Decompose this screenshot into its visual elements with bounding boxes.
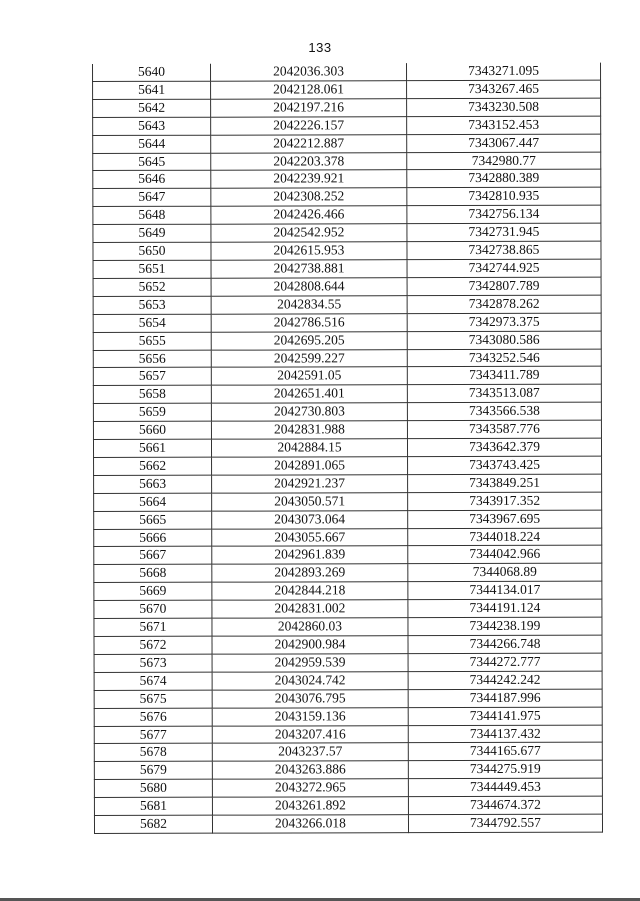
y-coordinate-cell: 7344792.557 [408, 814, 602, 832]
x-coordinate-cell: 2043261.892 [212, 797, 408, 815]
y-coordinate-cell: 7343411.789 [407, 367, 601, 385]
y-coordinate-cell: 7344191.124 [408, 599, 602, 617]
table-row [94, 671, 602, 690]
point-number-cell: 5679 [94, 762, 212, 780]
x-coordinate-cell: 2042961.839 [212, 546, 408, 564]
point-number-cell: 5666 [94, 529, 212, 547]
table-row [94, 814, 602, 833]
table-row [93, 134, 601, 153]
table-row [93, 205, 601, 224]
x-coordinate-cell: 2043272.965 [212, 779, 408, 797]
table-row [93, 384, 601, 403]
y-coordinate-cell: 7344449.453 [408, 778, 602, 796]
y-coordinate-cell: 7344165.677 [408, 743, 602, 761]
y-coordinate-cell: 7343152.453 [407, 116, 601, 134]
point-number-cell: 5661 [93, 439, 211, 457]
x-coordinate-cell: 2042808.644 [211, 278, 407, 296]
y-coordinate-cell: 7342980.77 [407, 152, 601, 170]
table-row [94, 599, 602, 618]
y-coordinate-cell: 7343566.538 [407, 402, 601, 420]
coordinates-table [92, 63, 603, 834]
y-coordinate-cell: 7343513.087 [407, 384, 601, 402]
point-number-cell: 5669 [94, 582, 212, 600]
x-coordinate-cell: 2042203.378 [211, 152, 407, 170]
x-coordinate-cell: 2042615.953 [211, 242, 407, 260]
y-coordinate-cell: 7342880.389 [407, 170, 601, 188]
table-row [93, 349, 601, 368]
x-coordinate-cell: 2042212.887 [211, 134, 407, 152]
y-coordinate-cell: 7343267.465 [407, 80, 601, 98]
y-coordinate-cell: 7344018.224 [408, 528, 602, 546]
x-coordinate-cell: 2043237.57 [212, 743, 408, 761]
x-coordinate-cell: 2042921.237 [212, 475, 408, 493]
table-row [93, 367, 601, 386]
x-coordinate-cell: 2042831.002 [212, 600, 408, 618]
y-coordinate-cell: 7343917.352 [408, 492, 602, 510]
y-coordinate-cell: 7342738.865 [407, 241, 601, 259]
y-coordinate-cell: 7342878.262 [407, 295, 601, 313]
point-number-cell: 5655 [93, 332, 211, 350]
point-number-cell: 5657 [93, 368, 211, 386]
table-row [93, 223, 601, 242]
x-coordinate-cell: 2042730.803 [211, 403, 407, 421]
x-coordinate-cell: 2042651.401 [211, 385, 407, 403]
y-coordinate-cell: 7343642.379 [407, 438, 601, 456]
y-coordinate-cell: 7342973.375 [407, 313, 601, 331]
x-coordinate-cell: 2042891.065 [212, 457, 408, 475]
point-number-cell: 5649 [93, 224, 211, 242]
y-coordinate-cell: 7342744.925 [407, 259, 601, 277]
y-coordinate-cell: 7344242.242 [408, 671, 602, 689]
point-number-cell: 5647 [93, 189, 211, 207]
x-coordinate-cell: 2042426.466 [211, 206, 407, 224]
y-coordinate-cell: 7343587.776 [407, 420, 601, 438]
table-row [93, 116, 601, 135]
x-coordinate-cell: 2042893.269 [212, 564, 408, 582]
table-row [94, 581, 602, 600]
point-number-cell: 5675 [94, 690, 212, 708]
x-coordinate-cell: 2043207.416 [212, 725, 408, 743]
y-coordinate-cell: 7343849.251 [408, 474, 602, 492]
x-coordinate-cell: 2042036.303 [210, 63, 406, 81]
point-number-cell: 5674 [94, 672, 212, 690]
point-number-cell: 5682 [94, 815, 212, 833]
x-coordinate-cell: 2043159.136 [212, 707, 408, 725]
table-row [93, 331, 601, 350]
point-number-cell: 5643 [93, 117, 211, 135]
point-number-cell: 5644 [93, 135, 211, 153]
y-coordinate-cell: 7344137.432 [408, 725, 602, 743]
y-coordinate-cell: 7342810.935 [407, 188, 601, 206]
y-coordinate-cell: 7343271.095 [406, 63, 600, 81]
y-coordinate-cell: 7344238.199 [408, 617, 602, 635]
point-number-cell: 5642 [93, 99, 211, 117]
table-row [94, 653, 602, 672]
x-coordinate-cell: 2042884.15 [211, 439, 407, 457]
table-row [94, 492, 602, 511]
point-number-cell: 5677 [94, 726, 212, 744]
x-coordinate-cell: 2042226.157 [211, 116, 407, 134]
x-coordinate-cell: 2043263.886 [212, 761, 408, 779]
point-number-cell: 5660 [93, 421, 211, 439]
point-number-cell: 5667 [94, 547, 212, 565]
point-number-cell: 5658 [93, 386, 211, 404]
table-row [93, 63, 601, 82]
y-coordinate-cell: 7344141.975 [408, 707, 602, 725]
x-coordinate-cell: 2043266.018 [212, 815, 408, 833]
point-number-cell: 5681 [94, 797, 212, 815]
point-number-cell: 5648 [93, 206, 211, 224]
table-row [93, 80, 601, 99]
point-number-cell: 5668 [94, 565, 212, 583]
table-row [93, 241, 601, 260]
x-coordinate-cell: 2042128.061 [211, 81, 407, 99]
y-coordinate-cell: 7343067.447 [407, 134, 601, 152]
y-coordinate-cell: 7344272.777 [408, 653, 602, 671]
x-coordinate-cell: 2042738.881 [211, 260, 407, 278]
y-coordinate-cell: 7344266.748 [408, 635, 602, 653]
point-number-cell: 5646 [93, 171, 211, 189]
x-coordinate-cell: 2042308.252 [211, 188, 407, 206]
y-coordinate-cell: 7343743.425 [408, 456, 602, 474]
table-row [93, 295, 601, 314]
table-row [93, 259, 601, 278]
table-row [94, 761, 602, 780]
y-coordinate-cell: 7343080.586 [407, 331, 601, 349]
x-coordinate-cell: 2042959.539 [212, 654, 408, 672]
table-row [94, 510, 602, 529]
table-row [94, 743, 602, 762]
point-number-cell: 5651 [93, 260, 211, 278]
point-number-cell: 5654 [93, 314, 211, 332]
point-number-cell: 5650 [93, 242, 211, 260]
point-number-cell: 5662 [94, 457, 212, 475]
table-row [94, 778, 602, 797]
y-coordinate-cell: 7344042.966 [408, 546, 602, 564]
y-coordinate-cell: 7344674.372 [408, 796, 602, 814]
point-number-cell: 5640 [93, 64, 211, 82]
y-coordinate-cell: 7344134.017 [408, 581, 602, 599]
point-number-cell: 5645 [93, 153, 211, 171]
point-number-cell: 5641 [93, 81, 211, 99]
y-coordinate-cell: 7344187.996 [408, 689, 602, 707]
x-coordinate-cell: 2043055.667 [212, 528, 408, 546]
point-number-cell: 5680 [94, 779, 212, 797]
x-coordinate-cell: 2042786.516 [211, 313, 407, 331]
x-coordinate-cell: 2042542.952 [211, 224, 407, 242]
table-row [94, 546, 602, 565]
x-coordinate-cell: 2043076.795 [212, 689, 408, 707]
x-coordinate-cell: 2042900.984 [212, 636, 408, 654]
point-number-cell: 5659 [93, 403, 211, 421]
point-number-cell: 5673 [94, 654, 212, 672]
x-coordinate-cell: 2042239.921 [211, 170, 407, 188]
x-coordinate-cell: 2042860.03 [212, 618, 408, 636]
x-coordinate-cell: 2043050.571 [212, 492, 408, 510]
table-row [93, 277, 601, 296]
y-coordinate-cell: 7343230.508 [407, 98, 601, 116]
y-coordinate-cell: 7344068.89 [408, 564, 602, 582]
y-coordinate-cell: 7343967.695 [408, 510, 602, 528]
table-row [94, 617, 602, 636]
x-coordinate-cell: 2042591.05 [211, 367, 407, 385]
table-row [94, 528, 602, 547]
point-number-cell: 5665 [94, 511, 212, 529]
point-number-cell: 5663 [94, 475, 212, 493]
table-row [94, 725, 602, 744]
table-row [94, 689, 602, 708]
table-row [94, 564, 602, 583]
point-number-cell: 5672 [94, 636, 212, 654]
x-coordinate-cell: 2042197.216 [211, 98, 407, 116]
x-coordinate-cell: 2042844.218 [212, 582, 408, 600]
table-row [93, 438, 601, 457]
table-row [94, 796, 602, 815]
x-coordinate-cell: 2043024.742 [212, 671, 408, 689]
x-coordinate-cell: 2043073.064 [212, 510, 408, 528]
point-number-cell: 5676 [94, 708, 212, 726]
table-row [93, 188, 601, 207]
x-coordinate-cell: 2042695.205 [211, 331, 407, 349]
point-number-cell: 5664 [94, 493, 212, 511]
table-row [93, 98, 601, 117]
x-coordinate-cell: 2042831.988 [211, 421, 407, 439]
coordinates-table-body [93, 63, 603, 834]
table-row [93, 420, 601, 439]
table-row [94, 635, 602, 654]
x-coordinate-cell: 2042834.55 [211, 295, 407, 313]
table-row [93, 152, 601, 171]
x-coordinate-cell: 2042599.227 [211, 349, 407, 367]
point-number-cell: 5671 [94, 618, 212, 636]
table-row [93, 313, 601, 332]
y-coordinate-cell: 7343252.546 [407, 349, 601, 367]
point-number-cell: 5653 [93, 296, 211, 314]
point-number-cell: 5678 [94, 744, 212, 762]
y-coordinate-cell: 7342756.134 [407, 205, 601, 223]
table-row [93, 402, 601, 421]
table-row [93, 170, 601, 189]
y-coordinate-cell: 7342731.945 [407, 223, 601, 241]
point-number-cell: 5652 [93, 278, 211, 296]
table-row [94, 456, 602, 475]
page-number: 133 [308, 40, 332, 55]
point-number-cell: 5670 [94, 600, 212, 618]
table-row [94, 707, 602, 726]
y-coordinate-cell: 7344275.919 [408, 761, 602, 779]
table-row [94, 474, 602, 493]
y-coordinate-cell: 7342807.789 [407, 277, 601, 295]
point-number-cell: 5656 [93, 350, 211, 368]
